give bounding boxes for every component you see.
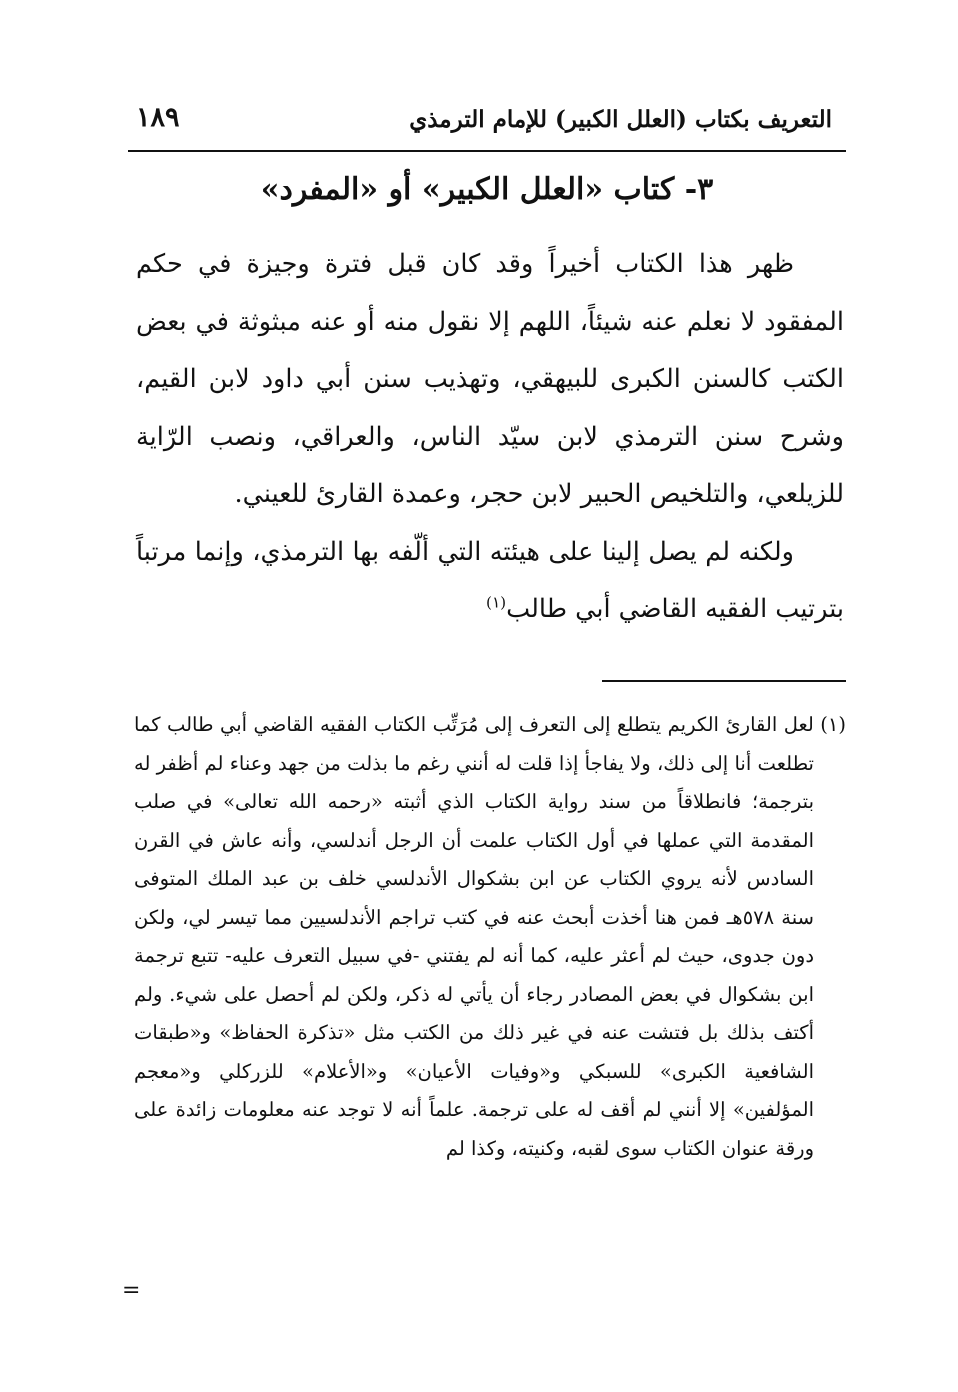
- section-heading: ٣- كتاب «العلل الكبير» أو «المفرد»: [260, 172, 714, 207]
- footnote: [134, 706, 846, 1168]
- footnote-separator: [602, 680, 846, 682]
- paragraph: [136, 236, 844, 524]
- running-title: التعريف بكتاب (العلل الكبير) للإمام الترمذي: [409, 106, 832, 133]
- paragraph-text: ظهر هذا الكتاب أخيراً وقد كان قبل فترة وجيزة في حكم المفقود لا نعلم عنه شيئاً، اللهم إلا نقول منه أو عنه مبثوثة في بعض الكتب كالسنن الكبرى للبيهقي، وتهذيب سنن أبي داود لابن القيم، وشرح سنن الترمذي لابن سيّد الناس، والعراقي، ونصب الرّاية للزيلعي، والتلخيص الحبير لابن حجر، وعمدة القارئ للعيني.: [136, 249, 844, 509]
- page-header: [128, 96, 846, 146]
- footnote-reference: (١): [485, 593, 507, 612]
- main-text: [136, 236, 844, 639]
- header-rule: [128, 150, 846, 152]
- continuation-mark: =: [122, 1278, 141, 1303]
- page-number: ١٨٩: [136, 102, 180, 133]
- paragraph: [136, 524, 844, 639]
- footnote-text: (١) لعل القارئ الكريم يتطلع إلى التعرف إلى مُرَتِّب الكتاب الفقيه القاضي أبي طالب كما تطلعت أنا إلى ذلك، ولا يفاجأ إذا قلت له أنني رغم ما بذلت من جهد وعناء لم أظفر له بترجمة؛ فانطلاقاً من سند رواية الكتاب الذي أثبته «رحمه الله تعالى» في صلب المقدمة التي عملها في أول الكتاب علمت أن الرجل أندلسي، وأنه عاش في القرن السادس لأنه يروي الكتاب عن ابن بشكوال الأندلسي خلف بن عبد الملك المتوفى سنة ٥٧٨هـ فمن هنا أخذت أبحث عنه في كتب تراجم الأندلسيين مما تيسر لي، ولكن دون جدوى، حيث لم أعثر عليه، كما أنه لم يفتني -في سبيل التعرف عليه- تتبع ترجمة ابن بشكوال في بعض المصادر رجاء أن يأتي له ذكر، ولكن لم أحصل على شيء. ولم أكتف بذلك بل فتشت عنه في غير ذلك من الكتب مثل «تذكرة الحفاظ» و«طبقات الشافعية الكبرى» للسبكي و«وفيات الأعيان» و«الأعلام» للزركلي و«معجم المؤلفين» إلا أنني لم أقف له على ترجمة. علماً أنه لا توجد عنه معلومات زائدة على ورقة عنوان الكتاب سوى لقبه، وكنيته، وكذا لم: [134, 713, 846, 1160]
- paragraph-text: ولكنه لم يصل إلينا على هيئته التي ألّفه بها الترمذي، وإنما مرتباً بترتيب الفقيه القاضي أبي طالب: [136, 536, 844, 624]
